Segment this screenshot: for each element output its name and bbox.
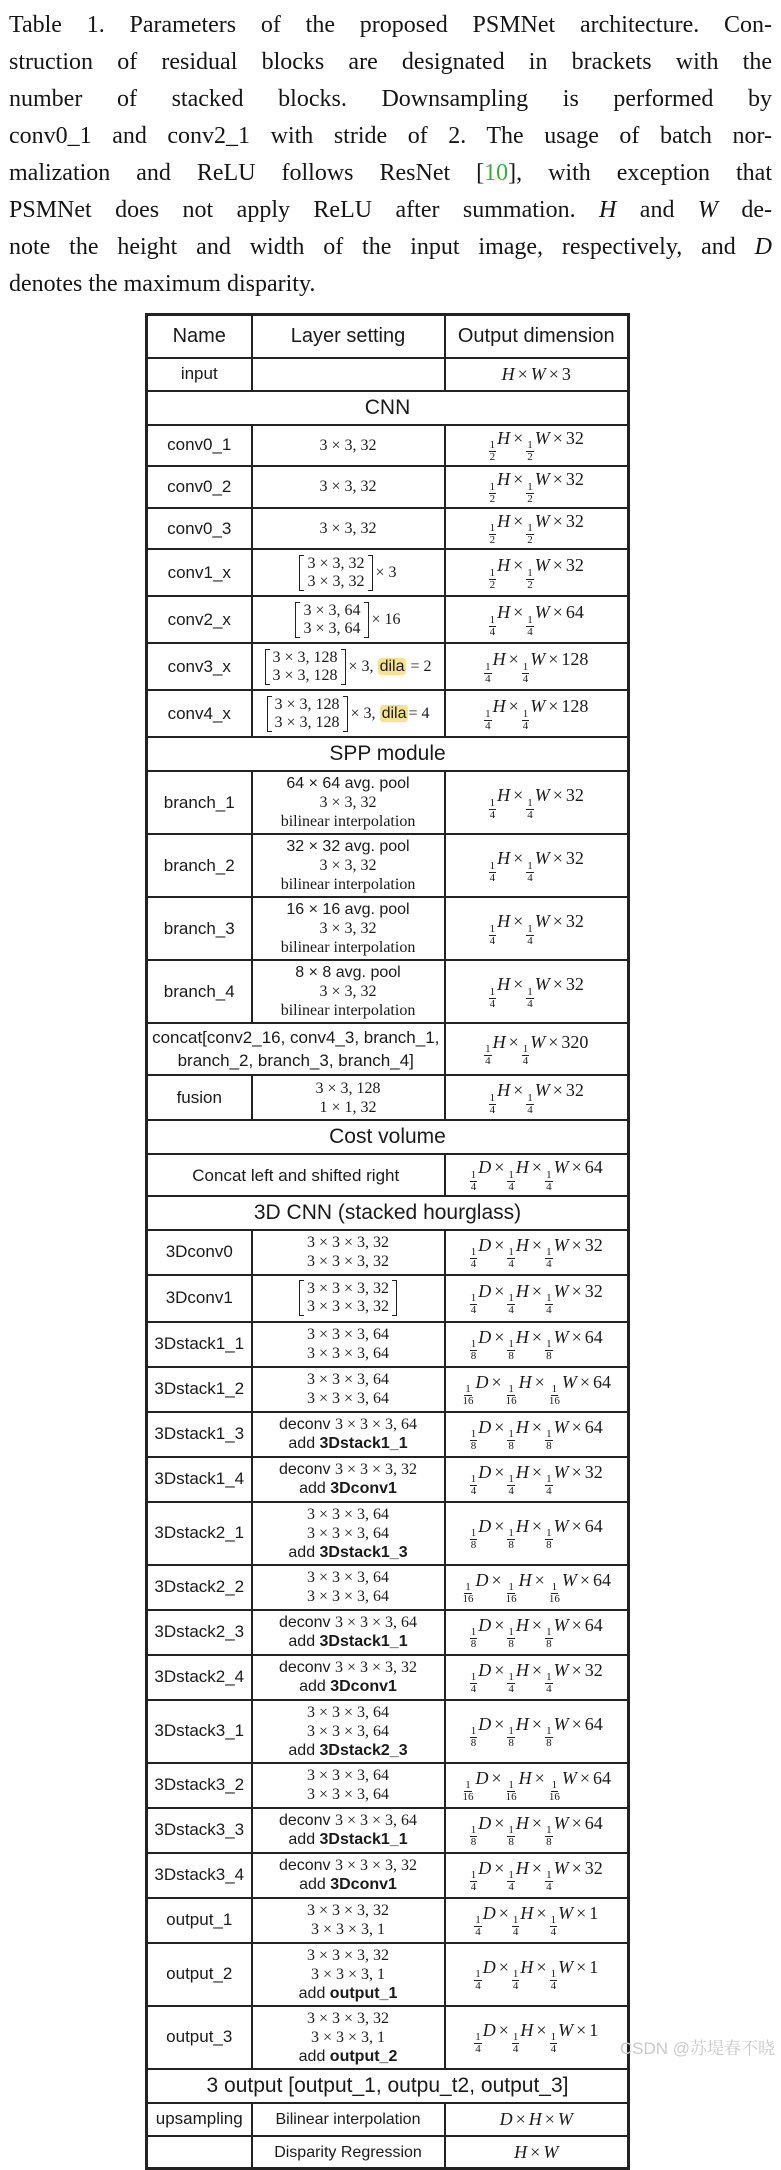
layer-name-cell: conv0_3 bbox=[147, 508, 252, 550]
output-dimension-cell: $\frac{1}{8}$ D × $\frac{1}{8}$ H × $\frac{1}{8}$ W × 64 bbox=[445, 1610, 629, 1655]
section-row bbox=[147, 1120, 629, 1154]
psmnet-parameters-table bbox=[145, 313, 630, 2170]
layer-name-cell: branch_4 bbox=[147, 960, 252, 1023]
layer-setting-cell: 3 × 3, 32 bbox=[252, 508, 445, 550]
output-dimension-cell: $\frac{1}{4}$ D × $\frac{1}{4}$ H × $\frac{1}{4}$ W × 32 bbox=[445, 1275, 629, 1322]
layer-name-cell: 3Dstack2_4 bbox=[147, 1655, 252, 1700]
table-row bbox=[147, 1898, 629, 1943]
table-row bbox=[147, 643, 629, 690]
output-dimension-cell: $\frac{1}{4}$ D × $\frac{1}{4}$ H × $\frac{1}{4}$ W × 32 bbox=[445, 1457, 629, 1502]
layer-setting-cell: 3 × 3 × 3, 64 3 × 3 × 3, 64 add 3Dstack1_3 bbox=[252, 1502, 445, 1565]
table-row bbox=[147, 1367, 629, 1412]
layer-setting-cell: 3 × 3, 64 3 × 3, 64 × 16 bbox=[252, 596, 445, 643]
output-dimension-cell: $\frac{1}{4}$ H × $\frac{1}{4}$ W × 32 bbox=[445, 960, 629, 1023]
layer-name-cell: 3Dconv1 bbox=[147, 1275, 252, 1322]
table-row bbox=[147, 1655, 629, 1700]
layer-name-cell: 3Dstack3_4 bbox=[147, 1853, 252, 1898]
table-caption bbox=[0, 0, 781, 303]
layer-setting-cell: 3 × 3 × 3, 64 3 × 3 × 3, 64 bbox=[252, 1565, 445, 1610]
layer-name-cell: 3Dstack2_3 bbox=[147, 1610, 252, 1655]
layer-setting-cell: 3 × 3 × 3, 64 3 × 3 × 3, 64 bbox=[252, 1763, 445, 1808]
layer-setting-cell: deconv 3 × 3 × 3, 32 add 3Dconv1 bbox=[252, 1457, 445, 1502]
layer-setting-cell: deconv 3 × 3 × 3, 64 add 3Dstack1_1 bbox=[252, 1808, 445, 1853]
output-dimension-cell: $\frac{1}{4}$ D × $\frac{1}{4}$ H × $\frac{1}{4}$ W × 64 bbox=[445, 1154, 629, 1196]
merged-row bbox=[147, 1023, 629, 1075]
table-row bbox=[147, 508, 629, 550]
layer-setting-cell: 3 × 3 × 3, 64 3 × 3 × 3, 64 bbox=[252, 1322, 445, 1367]
layer-name-cell: conv1_x bbox=[147, 549, 252, 596]
layer-name-cell bbox=[147, 2136, 252, 2169]
table-row bbox=[147, 1322, 629, 1367]
table-row bbox=[147, 2006, 629, 2069]
table-row bbox=[147, 771, 629, 834]
watermark: CSDN @苏堤春不晓 bbox=[619, 2039, 775, 2058]
output-dimension-cell: $\frac{1}{4}$ H × $\frac{1}{4}$ W × 32 bbox=[445, 771, 629, 834]
output-dimension-cell: $\frac{1}{4}$ H × $\frac{1}{4}$ W × 32 bbox=[445, 834, 629, 897]
output-dimension-cell: $\frac{1}{4}$ D × $\frac{1}{4}$ H × $\frac{1}{4}$ W × 32 bbox=[445, 1853, 629, 1898]
table-row bbox=[147, 2103, 629, 2136]
output-dimension-cell: $\frac{1}{16}$ D × $\frac{1}{16}$ H × $\frac{1}{16}$ W × 64 bbox=[445, 1763, 629, 1808]
section-row bbox=[147, 391, 629, 425]
layer-name-cell: 3Dstack2_2 bbox=[147, 1565, 252, 1610]
output-dimension-cell: $\frac{1}{4}$ D × $\frac{1}{4}$ H × $\frac{1}{4}$ W × 32 bbox=[445, 1655, 629, 1700]
section-label: Cost volume bbox=[147, 1120, 629, 1154]
caption-line: Table 1. Parameters of the proposed PSMNet architecture. Con- bbox=[9, 12, 772, 38]
layer-setting-cell: 3 × 3 × 3, 32 3 × 3 × 3, 32 bbox=[252, 1275, 445, 1322]
layer-setting-cell: deconv 3 × 3 × 3, 64 add 3Dstack1_1 bbox=[252, 1412, 445, 1457]
layer-setting-cell: 16 × 16 avg. pool 3 × 3, 32 bilinear interpolation bbox=[252, 897, 445, 960]
table-row bbox=[147, 549, 629, 596]
output-dimension-cell: $\frac{1}{8}$ D × $\frac{1}{8}$ H × $\frac{1}{8}$ W × 64 bbox=[445, 1700, 629, 1763]
table-row bbox=[147, 1457, 629, 1502]
section-row bbox=[147, 1196, 629, 1230]
layer-setting-cell: deconv 3 × 3 × 3, 64 add 3Dstack1_1 bbox=[252, 1610, 445, 1655]
output-dimension-cell: H × W × 3 bbox=[445, 358, 629, 391]
table-row bbox=[147, 2136, 629, 2169]
layer-setting-cell: 3 × 3 × 3, 32 3 × 3 × 3, 1 add output_2 bbox=[252, 2006, 445, 2069]
column-header-name: Name bbox=[147, 315, 252, 358]
layer-name-cell: 3Dstack2_1 bbox=[147, 1502, 252, 1565]
layer-name-cell: input bbox=[147, 358, 252, 391]
layer-name-cell: output_3 bbox=[147, 2006, 252, 2069]
layer-setting-cell: 32 × 32 avg. pool 3 × 3, 32 bilinear interpolation bbox=[252, 834, 445, 897]
output-dimension-cell: H × W bbox=[445, 2136, 629, 2169]
output-dimension-cell: $\frac{1}{2}$ H × $\frac{1}{2}$ W × 32 bbox=[445, 425, 629, 467]
layer-setting-cell: 3 × 3 × 3, 32 3 × 3 × 3, 1 bbox=[252, 1898, 445, 1943]
output-dimension-cell: $\frac{1}{16}$ D × $\frac{1}{16}$ H × $\frac{1}{16}$ W × 64 bbox=[445, 1565, 629, 1610]
table-row bbox=[147, 1763, 629, 1808]
layer-name-cell: 3Dstack3_3 bbox=[147, 1808, 252, 1853]
layer-setting-cell: 3 × 3, 32 bbox=[252, 466, 445, 508]
table-row bbox=[147, 1610, 629, 1655]
layer-name-cell: output_1 bbox=[147, 1898, 252, 1943]
section-label: 3 output [output_1, outpu_t2, output_3] bbox=[147, 2069, 629, 2103]
layer-name-cell: conv4_x bbox=[147, 690, 252, 737]
layer-name-cell: 3Dstack3_2 bbox=[147, 1763, 252, 1808]
output-dimension-cell: $\frac{1}{8}$ D × $\frac{1}{8}$ H × $\frac{1}{8}$ W × 64 bbox=[445, 1502, 629, 1565]
table-row bbox=[147, 1853, 629, 1898]
merged-label-cell: concat[conv2_16, conv4_3, branch_1, branch_2, branch_3, branch_4] bbox=[147, 1023, 445, 1075]
layer-setting-cell: 3 × 3 × 3, 32 3 × 3 × 3, 1 add output_1 bbox=[252, 1943, 445, 2006]
table-row bbox=[147, 358, 629, 391]
layer-name-cell: conv3_x bbox=[147, 643, 252, 690]
layer-name-cell: 3Dstack1_3 bbox=[147, 1412, 252, 1457]
table-row bbox=[147, 1565, 629, 1610]
table-row bbox=[147, 1275, 629, 1322]
layer-name-cell: conv0_2 bbox=[147, 466, 252, 508]
table-row bbox=[147, 690, 629, 737]
output-dimension-cell: $\frac{1}{2}$ H × $\frac{1}{2}$ W × 32 bbox=[445, 508, 629, 550]
caption-line: number of stacked blocks. Downsampling is performed by bbox=[9, 86, 772, 112]
table-row bbox=[147, 1700, 629, 1763]
caption-line: note the height and width of the input image, respectively, and D bbox=[9, 234, 772, 260]
layer-name-cell: branch_2 bbox=[147, 834, 252, 897]
table-row bbox=[147, 897, 629, 960]
layer-setting-cell: Disparity Regression bbox=[252, 2136, 445, 2169]
output-dimension-cell: $\frac{1}{4}$ D × $\frac{1}{4}$ H × $\frac{1}{4}$ W × 32 bbox=[445, 1230, 629, 1275]
column-header-layer-setting: Layer setting bbox=[252, 315, 445, 358]
table-row bbox=[147, 596, 629, 643]
section-label: SPP module bbox=[147, 737, 629, 771]
table-row bbox=[147, 466, 629, 508]
layer-name-cell: branch_3 bbox=[147, 897, 252, 960]
layer-name-cell: fusion bbox=[147, 1075, 252, 1120]
layer-setting-cell: 3 × 3 × 3, 32 3 × 3 × 3, 32 bbox=[252, 1230, 445, 1275]
caption-line: malization and ReLU follows ResNet [10], with exception that bbox=[9, 160, 772, 186]
layer-setting-cell: 3 × 3 × 3, 64 3 × 3 × 3, 64 bbox=[252, 1367, 445, 1412]
output-dimension-cell: $\frac{1}{16}$ D × $\frac{1}{16}$ H × $\frac{1}{16}$ W × 64 bbox=[445, 1367, 629, 1412]
output-dimension-cell: $\frac{1}{4}$ H × $\frac{1}{4}$ W × 320 bbox=[445, 1023, 629, 1075]
layer-setting-cell: 8 × 8 avg. pool 3 × 3, 32 bilinear interpolation bbox=[252, 960, 445, 1023]
output-dimension-cell: $\frac{1}{4}$ D × $\frac{1}{4}$ H × $\frac{1}{4}$ W × 1 bbox=[445, 1898, 629, 1943]
table-row bbox=[147, 1943, 629, 2006]
table-row bbox=[147, 1412, 629, 1457]
layer-setting-cell: 3 × 3 × 3, 64 3 × 3 × 3, 64 add 3Dstack2_3 bbox=[252, 1700, 445, 1763]
merged-row bbox=[147, 1154, 629, 1196]
layer-setting-cell: 3 × 3, 32 bbox=[252, 425, 445, 467]
layer-name-cell: 3Dstack1_2 bbox=[147, 1367, 252, 1412]
layer-name-cell: conv0_1 bbox=[147, 425, 252, 467]
table-row bbox=[147, 425, 629, 467]
merged-label-cell: Concat left and shifted right bbox=[147, 1154, 445, 1196]
output-dimension-cell: $\frac{1}{4}$ H × $\frac{1}{4}$ W × 128 bbox=[445, 690, 629, 737]
layer-name-cell: branch_1 bbox=[147, 771, 252, 834]
output-dimension-cell: $\frac{1}{8}$ D × $\frac{1}{8}$ H × $\frac{1}{8}$ W × 64 bbox=[445, 1412, 629, 1457]
layer-setting-cell: 3 × 3, 128 3 × 3, 128 × 3, dila = 4 bbox=[252, 690, 445, 737]
caption-line: PSMNet does not apply ReLU after summation. H and W de- bbox=[9, 197, 772, 223]
layer-name-cell: 3Dstack1_4 bbox=[147, 1457, 252, 1502]
table-row bbox=[147, 1502, 629, 1565]
table-row bbox=[147, 834, 629, 897]
caption-line: struction of residual blocks are designated in brackets with the bbox=[9, 49, 772, 75]
layer-setting-cell bbox=[252, 358, 445, 391]
output-dimension-cell: $\frac{1}{4}$ D × $\frac{1}{4}$ H × $\frac{1}{4}$ W × 1 bbox=[445, 1943, 629, 2006]
layer-name-cell: conv2_x bbox=[147, 596, 252, 643]
layer-setting-cell: 3 × 3, 128 3 × 3, 128 × 3, dila = 2 bbox=[252, 643, 445, 690]
column-header-output-dimension: Output dimension bbox=[445, 315, 629, 358]
layer-name-cell: output_2 bbox=[147, 1943, 252, 2006]
layer-name-cell: 3Dconv0 bbox=[147, 1230, 252, 1275]
layer-setting-cell: 3 × 3, 128 1 × 1, 32 bbox=[252, 1075, 445, 1120]
output-dimension-cell: $\frac{1}{8}$ D × $\frac{1}{8}$ H × $\frac{1}{8}$ W × 64 bbox=[445, 1808, 629, 1853]
caption-line: conv0_1 and conv2_1 with stride of 2. The usage of batch nor- bbox=[9, 123, 772, 149]
output-dimension-cell: $\frac{1}{4}$ D × $\frac{1}{4}$ H × $\frac{1}{4}$ W × 1 bbox=[445, 2006, 629, 2069]
layer-name-cell: upsampling bbox=[147, 2103, 252, 2136]
layer-setting-cell: Bilinear interpolation bbox=[252, 2103, 445, 2136]
layer-setting-cell: deconv 3 × 3 × 3, 32 add 3Dconv1 bbox=[252, 1655, 445, 1700]
layer-setting-cell: 3 × 3, 32 3 × 3, 32 × 3 bbox=[252, 549, 445, 596]
output-dimension-cell: $\frac{1}{4}$ H × $\frac{1}{4}$ W × 64 bbox=[445, 596, 629, 643]
output-dimension-cell: $\frac{1}{2}$ H × $\frac{1}{2}$ W × 32 bbox=[445, 466, 629, 508]
table-row bbox=[147, 1808, 629, 1853]
caption-line: denotes the maximum disparity. bbox=[9, 271, 316, 297]
table-row bbox=[147, 1230, 629, 1275]
section-label: 3D CNN (stacked hourglass) bbox=[147, 1196, 629, 1230]
table-row bbox=[147, 960, 629, 1023]
section-row bbox=[147, 2069, 629, 2103]
output-dimension-cell: $\frac{1}{4}$ H × $\frac{1}{4}$ W × 128 bbox=[445, 643, 629, 690]
table-row bbox=[147, 1075, 629, 1120]
output-dimension-cell: $\frac{1}{8}$ D × $\frac{1}{8}$ H × $\frac{1}{8}$ W × 64 bbox=[445, 1322, 629, 1367]
layer-setting-cell: 64 × 64 avg. pool 3 × 3, 32 bilinear interpolation bbox=[252, 771, 445, 834]
layer-setting-cell: deconv 3 × 3 × 3, 32 add 3Dconv1 bbox=[252, 1853, 445, 1898]
output-dimension-cell: $\frac{1}{4}$ H × $\frac{1}{4}$ W × 32 bbox=[445, 897, 629, 960]
output-dimension-cell: $\frac{1}{4}$ H × $\frac{1}{4}$ W × 32 bbox=[445, 1075, 629, 1120]
layer-name-cell: 3Dstack3_1 bbox=[147, 1700, 252, 1763]
section-label: CNN bbox=[147, 391, 629, 425]
output-dimension-cell: D × H × W bbox=[445, 2103, 629, 2136]
section-row bbox=[147, 737, 629, 771]
table-header-row bbox=[147, 315, 629, 358]
layer-name-cell: 3Dstack1_1 bbox=[147, 1322, 252, 1367]
output-dimension-cell: $\frac{1}{2}$ H × $\frac{1}{2}$ W × 32 bbox=[445, 549, 629, 596]
